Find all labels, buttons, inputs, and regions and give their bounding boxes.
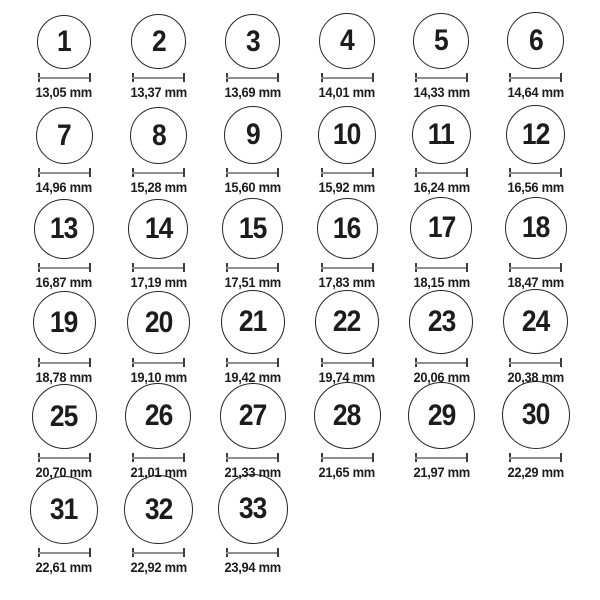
measure-tick-right-icon [277, 73, 279, 82]
ring-diameter-label: 14,01 mm [318, 84, 376, 100]
measure-line [415, 172, 468, 174]
diameter-measure-indicator [415, 73, 468, 82]
ring-item [394, 195, 488, 290]
measure-line [321, 457, 374, 459]
ring-item [17, 290, 111, 385]
ring-diameter-label: 17,19 mm [130, 274, 187, 290]
measure-tick-right-icon [89, 358, 91, 367]
ring-diameter-label: 13,05 mm [35, 84, 93, 100]
ring-size-number: 21 [238, 305, 267, 338]
ring-item [17, 480, 111, 575]
ring-item [17, 385, 111, 480]
ring-item [206, 290, 300, 385]
measure-line [38, 267, 91, 269]
measure-line [132, 77, 185, 79]
measure-tick-right-icon [277, 358, 279, 367]
ring-circle [30, 476, 98, 544]
ring-diameter-label: 23,94 mm [224, 559, 281, 575]
ring-circle [225, 14, 280, 69]
ring-diameter-label: 21,01 mm [130, 464, 187, 480]
measure-line [415, 362, 468, 364]
ring-diameter-label: 13,69 mm [224, 84, 281, 100]
measure-tick-right-icon [466, 168, 468, 177]
ring-item [206, 385, 300, 480]
measure-tick-right-icon [277, 453, 279, 462]
ring-size-number: 8 [151, 118, 166, 152]
measure-line [321, 362, 374, 364]
ring-diameter-label: 15,60 mm [224, 179, 281, 195]
ring-size-number: 17 [427, 211, 456, 244]
ring-diameter-label: 18,47 mm [507, 274, 564, 290]
ring-size-number: 9 [245, 118, 260, 151]
measure-tick-right-icon [466, 453, 468, 462]
ring-circle [127, 291, 190, 354]
ring-circle [33, 291, 96, 354]
measure-tick-right-icon [560, 263, 562, 272]
ring-circle [503, 289, 568, 354]
ring-size-number: 27 [238, 399, 267, 432]
measure-tick-right-icon [466, 263, 468, 272]
ring-item [394, 5, 488, 100]
ring-diameter-label: 16,56 mm [507, 179, 564, 195]
ring-circle [128, 199, 188, 259]
measure-tick-right-icon [183, 453, 185, 462]
ring-item [488, 195, 582, 290]
diameter-measure-indicator [509, 263, 562, 272]
measure-line [132, 267, 185, 269]
diameter-measure-indicator [38, 263, 91, 272]
ring-circle [221, 290, 285, 354]
ring-item [300, 385, 394, 480]
measure-tick-right-icon [560, 73, 562, 82]
ring-item [488, 385, 582, 480]
ring-diameter-label: 18,78 mm [35, 369, 93, 385]
measure-line [415, 267, 468, 269]
ring-diameter-label: 21,33 mm [224, 464, 281, 480]
measure-tick-right-icon [89, 168, 91, 177]
ring-size-number: 12 [521, 117, 550, 151]
ring-diameter-label: 22,92 mm [130, 559, 187, 575]
ring-circle [412, 105, 471, 164]
measure-tick-right-icon [466, 358, 468, 367]
measure-line [38, 552, 91, 554]
measure-line [226, 457, 279, 459]
diameter-measure-indicator [226, 73, 279, 82]
ring-size-number: 32 [144, 492, 173, 526]
diameter-measure-indicator [509, 453, 562, 462]
ring-item [17, 5, 111, 100]
ring-item [488, 100, 582, 195]
ring-item [111, 5, 205, 100]
ring-item [488, 5, 582, 100]
ring-size-number: 3 [245, 24, 260, 58]
ring-size-number: 22 [333, 305, 361, 338]
ring-circle [410, 197, 472, 259]
measure-line [226, 362, 279, 364]
ring-circle [408, 382, 475, 449]
measure-tick-right-icon [89, 263, 91, 272]
ring-item [300, 100, 394, 195]
ring-size-number: 14 [144, 212, 173, 245]
ring-circle [502, 381, 570, 449]
ring-item [394, 385, 488, 480]
measure-line [415, 457, 468, 459]
measure-tick-right-icon [372, 263, 374, 272]
diameter-measure-indicator [509, 168, 562, 177]
measure-tick-right-icon [372, 358, 374, 367]
ring-diameter-label: 20,70 mm [35, 464, 93, 480]
ring-item [111, 100, 205, 195]
measure-line [509, 267, 562, 269]
ring-circle [505, 197, 567, 259]
ring-diameter-label: 21,97 mm [413, 464, 470, 480]
ring-size-chart-grid [17, 0, 583, 575]
ring-item [206, 100, 300, 195]
ring-diameter-label: 20,06 mm [413, 369, 470, 385]
ring-circle [317, 198, 378, 259]
diameter-measure-indicator [132, 358, 185, 367]
diameter-measure-indicator [38, 358, 91, 367]
diameter-measure-indicator [415, 358, 468, 367]
ring-diameter-label: 20,38 mm [507, 369, 564, 385]
diameter-measure-indicator [132, 73, 185, 82]
ring-circle [32, 384, 97, 449]
ring-item [206, 480, 300, 575]
ring-item [111, 480, 205, 575]
ring-diameter-label: 14,33 mm [413, 84, 470, 100]
measure-line [38, 172, 91, 174]
diameter-measure-indicator [509, 358, 562, 367]
measure-tick-right-icon [560, 453, 562, 462]
ring-circle [314, 382, 381, 449]
ring-size-number: 18 [521, 211, 550, 244]
measure-tick-right-icon [183, 73, 185, 82]
ring-circle [413, 13, 469, 69]
measure-line [509, 77, 562, 79]
measure-line [132, 362, 185, 364]
ring-size-number: 29 [427, 398, 456, 432]
ring-circle [130, 107, 187, 164]
ring-size-number: 26 [144, 399, 173, 432]
measure-tick-right-icon [560, 358, 562, 367]
ring-size-number: 5 [434, 24, 449, 57]
ring-size-number: 23 [427, 305, 456, 338]
measure-line [226, 77, 279, 79]
ring-circle [318, 106, 376, 164]
measure-line [132, 552, 185, 554]
measure-tick-right-icon [89, 548, 91, 557]
ring-size-number: 19 [50, 305, 78, 339]
diameter-measure-indicator [321, 73, 374, 82]
ring-size-number: 11 [428, 117, 455, 151]
ring-circle [125, 383, 191, 449]
measure-line [226, 172, 279, 174]
diameter-measure-indicator [226, 263, 279, 272]
ring-size-number: 31 [50, 493, 78, 526]
ring-diameter-label: 14,96 mm [35, 179, 93, 195]
ring-item [394, 100, 488, 195]
measure-tick-right-icon [89, 453, 91, 462]
ring-item [206, 195, 300, 290]
diameter-measure-indicator [132, 168, 185, 177]
ring-size-number: 25 [50, 399, 78, 433]
measure-line [321, 77, 374, 79]
ring-diameter-label: 18,15 mm [413, 274, 470, 290]
diameter-measure-indicator [226, 453, 279, 462]
ring-diameter-label: 17,83 mm [318, 274, 376, 290]
diameter-measure-indicator [132, 453, 185, 462]
ring-diameter-label: 15,92 mm [318, 179, 376, 195]
measure-line [38, 457, 91, 459]
ring-circle [124, 475, 193, 544]
ring-circle [34, 199, 94, 259]
ring-size-number: 30 [521, 398, 550, 431]
measure-line [226, 552, 279, 554]
ring-diameter-label: 16,24 mm [413, 179, 470, 195]
ring-circle [220, 383, 286, 449]
measure-tick-right-icon [183, 548, 185, 557]
ring-diameter-label: 13,37 mm [130, 84, 187, 100]
ring-diameter-label: 17,51 mm [224, 274, 281, 290]
ring-size-number: 28 [333, 398, 361, 432]
measure-line [38, 362, 91, 364]
ring-diameter-label: 14,64 mm [507, 84, 564, 100]
ring-size-number: 4 [340, 24, 354, 57]
ring-diameter-label: 19,42 mm [224, 369, 281, 385]
ring-circle [506, 105, 565, 164]
measure-tick-right-icon [277, 263, 279, 272]
ring-item [300, 195, 394, 290]
ring-item [111, 385, 205, 480]
ring-item [488, 290, 582, 385]
measure-line [321, 172, 374, 174]
measure-line [321, 267, 374, 269]
measure-tick-right-icon [466, 73, 468, 82]
measure-tick-right-icon [183, 358, 185, 367]
ring-diameter-label: 22,29 mm [507, 464, 564, 480]
measure-tick-right-icon [560, 168, 562, 177]
ring-circle [409, 290, 473, 354]
ring-diameter-label: 19,74 mm [318, 369, 376, 385]
measure-line [132, 172, 185, 174]
measure-line [509, 457, 562, 459]
diameter-measure-indicator [38, 548, 91, 557]
diameter-measure-indicator [38, 453, 91, 462]
ring-size-number: 10 [333, 118, 361, 151]
ring-item [111, 195, 205, 290]
ring-size-number: 13 [50, 212, 78, 245]
diameter-measure-indicator [321, 263, 374, 272]
measure-tick-right-icon [372, 73, 374, 82]
ring-size-number: 7 [57, 118, 72, 152]
ring-circle [218, 474, 288, 544]
ring-diameter-label: 19,10 mm [130, 369, 187, 385]
ring-circle [315, 290, 379, 354]
diameter-measure-indicator [226, 168, 279, 177]
diameter-measure-indicator [321, 168, 374, 177]
diameter-measure-indicator [38, 168, 91, 177]
diameter-measure-indicator [415, 263, 468, 272]
measure-tick-right-icon [372, 453, 374, 462]
ring-circle [222, 198, 283, 259]
ring-circle [36, 107, 93, 164]
diameter-measure-indicator [509, 73, 562, 82]
ring-circle [131, 14, 186, 69]
ring-item [206, 5, 300, 100]
diameter-measure-indicator [132, 263, 185, 272]
diameter-measure-indicator [226, 548, 279, 557]
diameter-measure-indicator [415, 168, 468, 177]
measure-tick-right-icon [277, 548, 279, 557]
ring-size-number: 2 [151, 24, 166, 58]
measure-line [132, 457, 185, 459]
ring-circle [507, 12, 564, 69]
ring-size-number: 6 [528, 23, 543, 57]
ring-circle [224, 106, 282, 164]
ring-diameter-label: 22,61 mm [35, 559, 93, 575]
measure-line [509, 172, 562, 174]
diameter-measure-indicator [226, 358, 279, 367]
ring-size-number: 33 [238, 492, 267, 525]
ring-diameter-label: 16,87 mm [35, 274, 93, 290]
measure-tick-right-icon [183, 263, 185, 272]
diameter-measure-indicator [132, 548, 185, 557]
measure-line [38, 77, 91, 79]
measure-line [415, 77, 468, 79]
diameter-measure-indicator [38, 73, 91, 82]
ring-diameter-label: 21,65 mm [318, 464, 376, 480]
ring-size-number: 24 [521, 304, 550, 338]
ring-item [300, 5, 394, 100]
diameter-measure-indicator [321, 358, 374, 367]
ring-size-number: 16 [333, 211, 361, 245]
diameter-measure-indicator [321, 453, 374, 462]
ring-circle [37, 15, 91, 69]
diameter-measure-indicator [415, 453, 468, 462]
measure-tick-right-icon [89, 73, 91, 82]
ring-size-number: 15 [238, 211, 267, 245]
ring-item [394, 290, 488, 385]
ring-item [17, 100, 111, 195]
measure-tick-right-icon [372, 168, 374, 177]
ring-size-number: 1 [57, 25, 72, 58]
ring-item [300, 290, 394, 385]
ring-circle [319, 13, 375, 69]
measure-line [226, 267, 279, 269]
ring-size-number: 20 [144, 305, 173, 339]
ring-item [111, 290, 205, 385]
measure-tick-right-icon [277, 168, 279, 177]
ring-item [17, 195, 111, 290]
measure-line [509, 362, 562, 364]
ring-diameter-label: 15,28 mm [130, 179, 187, 195]
measure-tick-right-icon [183, 168, 185, 177]
